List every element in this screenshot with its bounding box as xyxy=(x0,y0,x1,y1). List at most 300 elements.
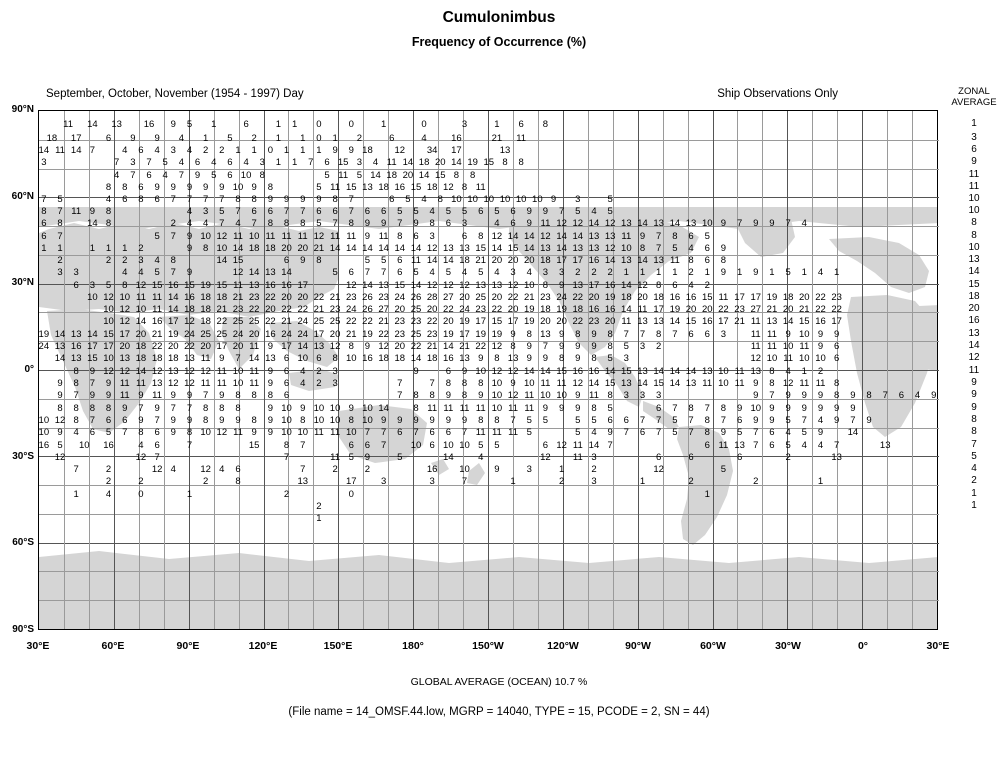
data-cell-value: 12 xyxy=(200,464,211,475)
data-cell-value: 14 xyxy=(70,145,82,156)
data-cell-value: 8 xyxy=(478,231,484,242)
data-cell-value: 23 xyxy=(248,292,260,303)
zonal-average-value: 4 xyxy=(971,463,977,474)
data-cell-value: 9 xyxy=(558,341,565,352)
data-cell-value: 16 xyxy=(588,304,600,315)
data-cell-value: 7 xyxy=(413,427,419,438)
data-cell-value: 14 xyxy=(669,366,681,377)
data-cell-value: 23 xyxy=(394,329,406,340)
data-cell-value: 4 xyxy=(186,145,193,156)
data-cell-value: 13 xyxy=(540,329,551,340)
data-cell-value: 8 xyxy=(105,218,112,229)
data-cell-value: 9 xyxy=(817,329,824,340)
data-cell-value: 4 xyxy=(421,133,427,144)
data-cell-value: 12 xyxy=(556,440,567,451)
data-cell-value: 17 xyxy=(313,329,325,340)
data-cell-value: 0 xyxy=(421,119,427,130)
y-axis-label: 30°S xyxy=(12,450,34,462)
data-cell-value: 5 xyxy=(227,133,233,144)
zonal-average-value: 1 xyxy=(971,488,977,499)
data-cell-value: 9 xyxy=(251,427,257,438)
data-cell-value: 0 xyxy=(348,119,354,130)
data-cell-value: 13 xyxy=(507,353,519,364)
data-cell-value: 14 xyxy=(362,280,373,291)
data-cell-value: 21 xyxy=(766,304,778,315)
data-cell-value: 14 xyxy=(782,316,794,327)
data-cell-value: 13 xyxy=(265,267,276,278)
data-cell-value: 12 xyxy=(572,378,584,389)
data-cell-value: 22 xyxy=(378,329,389,340)
data-cell-value: 10 xyxy=(232,378,244,389)
data-cell-value: 20 xyxy=(167,341,179,352)
data-cell-value: 17 xyxy=(167,316,179,327)
data-cell-value: 12 xyxy=(54,415,66,426)
data-cell-value: 9 xyxy=(380,415,387,426)
data-cell-value: 21 xyxy=(313,304,325,315)
data-cell-value: 14 xyxy=(637,378,648,389)
data-cell-value: 23 xyxy=(232,304,244,315)
data-cell-value: 7 xyxy=(753,427,759,438)
data-cell-value: 14 xyxy=(216,255,228,266)
data-cell-value: 8 xyxy=(656,280,662,291)
data-cell-value: 20 xyxy=(556,316,567,327)
data-cell-value: 7 xyxy=(300,206,306,217)
data-cell-value: 15 xyxy=(87,353,98,364)
data-cell-value: 1 xyxy=(494,119,500,130)
data-cell-value: 5 xyxy=(57,440,63,451)
data-cell-value: 7 xyxy=(542,341,549,352)
data-cell-value: 9 xyxy=(558,403,565,414)
data-cell-value: 8 xyxy=(591,353,597,364)
data-cell-value: 6 xyxy=(672,280,678,291)
data-cell-value: 16 xyxy=(167,280,179,291)
data-cell-value: 5 xyxy=(607,353,613,364)
data-cell-value: 7 xyxy=(397,218,403,229)
data-cell-value: 22 xyxy=(410,341,422,352)
data-cell-value: 6 xyxy=(397,267,403,278)
data-cell-value: 5 xyxy=(575,427,581,438)
data-cell-value: 10 xyxy=(232,366,244,377)
data-cell-value: 7 xyxy=(380,267,387,278)
data-cell-value: 1 xyxy=(291,119,298,130)
zonal-average-value: 15 xyxy=(968,279,980,290)
data-cell-value: 10 xyxy=(281,415,292,426)
data-cell-value: 8 xyxy=(122,182,128,193)
data-cell-value: 14 xyxy=(685,366,697,377)
data-cell-value: 8 xyxy=(510,341,516,352)
data-cell-value: 7 xyxy=(558,206,565,217)
data-cell-value: 12 xyxy=(426,243,438,254)
data-cell-value: 20 xyxy=(200,341,211,352)
data-cell-value: 6 xyxy=(316,206,322,217)
data-cell-value: 9 xyxy=(219,353,225,364)
data-cell-value: 15 xyxy=(653,378,664,389)
data-cell-value: 15 xyxy=(434,170,446,181)
data-cell-value: 18 xyxy=(418,157,430,168)
data-cell-value: 7 xyxy=(688,427,694,438)
data-cell-value: 20 xyxy=(491,292,503,303)
data-cell-value: 10 xyxy=(297,427,309,438)
data-cell-value: 12 xyxy=(313,231,325,242)
data-cell-value: 5 xyxy=(526,427,532,438)
data-cell-value: 6 xyxy=(688,231,694,242)
x-axis-label: 30°E xyxy=(926,640,950,652)
data-cell-value: 16 xyxy=(362,353,373,364)
data-cell-value: 9 xyxy=(445,415,451,426)
data-cell-value: 8 xyxy=(397,231,403,242)
data-cell-value: 24 xyxy=(297,329,309,340)
data-cell-value: 9 xyxy=(720,243,727,254)
data-cell-value: 6 xyxy=(478,206,484,217)
data-cell-value: 8 xyxy=(316,255,322,266)
data-cell-value: 12 xyxy=(604,218,616,229)
data-cell-value: 14 xyxy=(653,366,664,377)
data-cell-value: 12 xyxy=(232,267,244,278)
data-cell-value: 2 xyxy=(316,501,322,512)
data-cell-value: 6 xyxy=(413,231,419,242)
data-cell-value: 7 xyxy=(656,415,662,426)
data-cell-value: 9 xyxy=(267,194,274,205)
data-cell-value: 3 xyxy=(623,390,629,401)
data-cell-value: 8 xyxy=(834,390,840,401)
data-cell-value: 10 xyxy=(701,218,713,229)
data-cell-value: 14 xyxy=(637,255,648,266)
data-cell-value: 6 xyxy=(445,366,451,377)
data-cell-value: 5 xyxy=(575,206,581,217)
data-cell-value: 11 xyxy=(540,218,551,229)
data-cell-value: 11 xyxy=(702,378,713,389)
data-cell-value: 8 xyxy=(73,366,79,377)
data-cell-value: 7 xyxy=(639,415,646,426)
data-cell-value: 18 xyxy=(394,353,406,364)
data-cell-value: 11 xyxy=(589,390,599,401)
data-cell-value: 1 xyxy=(300,133,306,144)
data-cell-value: 25 xyxy=(248,316,260,327)
data-cell-value: 22 xyxy=(362,316,373,327)
data-cell-value: 11 xyxy=(799,378,810,389)
data-cell-value: 14 xyxy=(167,292,179,303)
data-cell-value: 9 xyxy=(558,280,565,291)
data-cell-value: 5 xyxy=(672,415,678,426)
data-cell-value: 11 xyxy=(718,440,729,451)
data-cell-value: 21 xyxy=(313,243,325,254)
data-cell-value: 9 xyxy=(607,427,613,438)
data-cell-value: 10 xyxy=(38,415,50,426)
data-cell-value: 21 xyxy=(232,292,244,303)
data-cell-value: 13 xyxy=(313,341,325,352)
data-cell-value: 10 xyxy=(799,329,810,340)
data-cell-value: 15 xyxy=(248,440,260,451)
data-cell-value: 9 xyxy=(785,329,791,340)
data-cell-value: 15 xyxy=(621,366,632,377)
data-cell-value: 1 xyxy=(380,119,387,130)
data-cell-value: 14 xyxy=(248,353,260,364)
data-cell-value: 6 xyxy=(704,329,710,340)
data-cell-value: 9 xyxy=(364,218,371,229)
data-cell-value: 26 xyxy=(362,292,373,303)
x-axis-label: 30°E xyxy=(26,640,50,652)
data-cell-value: 12 xyxy=(604,243,616,254)
zonal-average-value: 13 xyxy=(968,254,980,265)
data-cell-value: 9 xyxy=(526,353,532,364)
data-cell-value: 15 xyxy=(685,316,697,327)
data-cell-value: 4 xyxy=(162,170,168,181)
data-cell-value: 6 xyxy=(348,267,354,278)
data-cell-value: 14 xyxy=(523,366,535,377)
data-cell-value: 3 xyxy=(73,267,79,278)
data-cell-value: 7 xyxy=(202,194,209,205)
data-cell-value: 7 xyxy=(834,440,840,451)
data-cell-value: 5 xyxy=(591,415,597,426)
data-cell-value: 21 xyxy=(378,316,389,327)
data-cell-value: 5 xyxy=(672,427,678,438)
data-cell-value: 10 xyxy=(523,280,535,291)
data-cell-value: 13 xyxy=(378,280,389,291)
data-cell-value: 4 xyxy=(138,440,144,451)
data-cell-value: 9 xyxy=(57,427,63,438)
data-cell-value: 22 xyxy=(426,316,438,327)
data-cell-value: 7 xyxy=(130,170,136,181)
data-cell-value: 3 xyxy=(526,464,532,475)
data-cell-value: 12 xyxy=(540,231,551,242)
data-cell-value: 14 xyxy=(451,157,462,168)
data-cell-value: 9 xyxy=(801,403,807,414)
data-cell-value: 6 xyxy=(138,182,144,193)
data-cell-value: 15 xyxy=(701,292,713,303)
data-cell-value: 4 xyxy=(114,170,120,181)
data-cell-value: 9 xyxy=(186,415,193,426)
data-cell-value: 7 xyxy=(623,427,629,438)
data-cell-value: 11 xyxy=(411,255,421,266)
data-cell-value: 6 xyxy=(397,427,403,438)
file-info-label: (File name = 14_OMSF.44.low, MGRP = 14040, TYPE = 15, PCODE = 2, SN = 44) xyxy=(288,706,710,718)
data-cell-value: 7 xyxy=(672,403,678,414)
data-cell-value: 24 xyxy=(297,316,309,327)
data-cell-value: 14 xyxy=(669,218,681,229)
data-cell-value: 11 xyxy=(734,366,745,377)
data-cell-value: 3 xyxy=(623,353,629,364)
zonal-average-value: 9 xyxy=(971,156,977,167)
data-cell-value: 19 xyxy=(200,280,211,291)
data-cell-value: 9 xyxy=(130,133,136,144)
zonal-average-value: 18 xyxy=(968,291,980,302)
data-cell-value: 15 xyxy=(337,157,349,168)
data-cell-value: 9 xyxy=(834,415,840,426)
data-cell-value: 11 xyxy=(330,427,341,438)
data-cell-value: 10 xyxy=(483,194,495,205)
data-cell-value: 7 xyxy=(235,206,241,217)
data-cell-value: 13 xyxy=(111,119,122,130)
data-cell-value: 11 xyxy=(200,378,211,389)
data-cell-value: 8 xyxy=(348,218,354,229)
data-cell-value: 1 xyxy=(656,267,662,278)
data-cell-value: 10 xyxy=(119,292,131,303)
data-cell-value: 11 xyxy=(718,292,729,303)
data-cell-value: 8 xyxy=(688,255,694,266)
data-cell-value: 10 xyxy=(815,353,826,364)
data-cell-value: 19 xyxy=(604,292,616,303)
data-cell-value: 20 xyxy=(426,304,438,315)
data-cell-value: 11 xyxy=(249,378,260,389)
data-cell-value: 21 xyxy=(734,316,745,327)
data-cell-value: 5 xyxy=(575,415,581,426)
data-cell-value: 9 xyxy=(186,267,193,278)
data-cell-value: 1 xyxy=(300,145,306,156)
data-cell-value: 12 xyxy=(167,378,179,389)
data-cell-value: 20 xyxy=(434,157,446,168)
data-cell-value: 17 xyxy=(750,292,762,303)
data-cell-value: 10 xyxy=(135,304,147,315)
data-cell-value: 16 xyxy=(701,316,713,327)
data-cell-value: 4 xyxy=(591,206,597,217)
data-cell-value: 7 xyxy=(202,390,209,401)
data-cell-value: 6 xyxy=(461,231,468,242)
data-cell-value: 5 xyxy=(356,170,362,181)
data-cell-value: 18 xyxy=(200,316,211,327)
x-axis-label: 90°W xyxy=(625,640,651,652)
data-cell-value: 7 xyxy=(186,440,193,451)
data-cell-value: 24 xyxy=(38,341,50,352)
zonal-average-value: 10 xyxy=(968,193,980,204)
data-cell-value: 2 xyxy=(170,218,176,229)
data-cell-value: 17 xyxy=(572,255,584,266)
data-cell-value: 9 xyxy=(931,390,937,401)
data-cell-value: 5 xyxy=(478,440,484,451)
data-cell-value: 12 xyxy=(556,218,567,229)
data-cell-value: 8 xyxy=(607,329,613,340)
data-cell-value: 16 xyxy=(281,280,292,291)
data-cell-value: 11 xyxy=(233,280,243,291)
data-cell-value: 8 xyxy=(866,390,872,401)
data-cell-value: 8 xyxy=(235,390,241,401)
data-cell-value: 20 xyxy=(588,292,600,303)
data-cell-value: 13 xyxy=(572,243,584,254)
data-cell-value: 2 xyxy=(688,267,694,278)
y-axis-label: 90°S xyxy=(12,624,34,635)
data-cell-value: 20 xyxy=(248,329,260,340)
data-cell-value: 23 xyxy=(410,316,422,327)
x-axis-label: 120°W xyxy=(547,640,579,652)
data-cell-value: 19 xyxy=(362,329,373,340)
data-cell-value: 7 xyxy=(308,157,314,168)
data-cell-value: 19 xyxy=(523,304,535,315)
data-cell-value: 27 xyxy=(443,292,454,303)
data-cell-value: 8 xyxy=(73,415,79,426)
data-cell-value: 6 xyxy=(364,440,371,451)
data-cell-value: 4 xyxy=(138,267,144,278)
data-cell-value: 11 xyxy=(734,378,745,389)
data-cell-value: 2 xyxy=(57,255,63,266)
data-cell-value: 11 xyxy=(200,353,211,364)
gridline-horizontal xyxy=(39,543,939,544)
data-cell-value: 8 xyxy=(494,415,500,426)
data-cell-value: 16 xyxy=(143,119,155,130)
data-cell-value: 5 xyxy=(607,206,613,217)
data-cell-value: 7 xyxy=(89,378,96,389)
gridline-vertical xyxy=(887,111,888,629)
data-cell-value: 4 xyxy=(429,206,435,217)
data-cell-value: 9 xyxy=(364,341,371,352)
data-cell-value: 3 xyxy=(542,267,549,278)
data-cell-value: 23 xyxy=(588,316,600,327)
data-cell-value: 8 xyxy=(413,390,419,401)
data-cell-value: 22 xyxy=(831,304,842,315)
data-cell-value: 22 xyxy=(184,341,195,352)
data-cell-value: 14 xyxy=(248,267,260,278)
zonal-average-value: 3 xyxy=(971,132,977,143)
data-cell-value: 1 xyxy=(801,366,807,377)
data-cell-value: 13 xyxy=(184,353,195,364)
data-cell-value: 13 xyxy=(572,280,584,291)
data-cell-value: 9 xyxy=(170,427,176,438)
data-cell-value: 19 xyxy=(443,329,454,340)
data-cell-value: 8 xyxy=(769,366,775,377)
data-cell-value: 1 xyxy=(801,267,807,278)
data-cell-value: 10 xyxy=(345,353,357,364)
data-cell-value: 23 xyxy=(734,304,745,315)
data-cell-value: 11 xyxy=(330,452,341,463)
data-cell-value: 19 xyxy=(669,304,681,315)
data-cell-value: 9 xyxy=(753,390,759,401)
data-cell-value: 22 xyxy=(313,292,325,303)
data-cell-value: 1 xyxy=(41,243,47,254)
data-cell-value: 10 xyxy=(451,194,462,205)
data-cell-value: 9 xyxy=(300,403,306,414)
data-cell-value: 8 xyxy=(41,206,47,217)
data-cell-value: 20 xyxy=(232,341,244,352)
data-cell-value: 3 xyxy=(639,341,646,352)
data-cell-value: 9 xyxy=(122,403,128,414)
data-cell-value: 10 xyxy=(240,170,252,181)
data-cell-value: 16 xyxy=(588,255,600,266)
data-cell-value: 12 xyxy=(54,452,66,463)
data-cell-value: 7 xyxy=(882,390,888,401)
data-cell-value: 11 xyxy=(71,206,82,217)
data-cell-value: 11 xyxy=(297,231,308,242)
data-cell-value: 7 xyxy=(154,452,160,463)
data-cell-value: 13 xyxy=(70,329,82,340)
data-cell-value: 21 xyxy=(426,341,438,352)
data-cell-value: 5 xyxy=(316,218,322,229)
data-cell-value: 7 xyxy=(364,267,371,278)
data-cell-value: 13 xyxy=(540,243,551,254)
data-cell-value: 9 xyxy=(186,390,193,401)
data-cell-value: 1 xyxy=(558,464,565,475)
data-cell-value: 17 xyxy=(507,316,519,327)
data-cell-value: 14 xyxy=(443,255,454,266)
data-cell-value: 4 xyxy=(421,194,427,205)
data-cell-value: 7 xyxy=(639,329,646,340)
data-cell-value: 2 xyxy=(356,133,362,144)
data-cell-value: 9 xyxy=(526,206,532,217)
zonal-average-value: 14 xyxy=(968,340,980,351)
data-cell-value: 6 xyxy=(267,206,274,217)
data-cell-value: 12 xyxy=(119,304,131,315)
data-cell-value: 1 xyxy=(186,489,193,500)
data-cell-value: 9 xyxy=(769,415,775,426)
data-cell-value: 23 xyxy=(540,292,551,303)
data-cell-value: 18 xyxy=(621,292,632,303)
data-cell-value: 12 xyxy=(151,366,163,377)
data-cell-value: 22 xyxy=(815,292,826,303)
data-cell-value: 3 xyxy=(57,267,63,278)
data-cell-value: 21 xyxy=(345,329,357,340)
data-cell-value: 7 xyxy=(300,440,306,451)
data-cell-value: 6 xyxy=(389,133,395,144)
data-cell-value: 5 xyxy=(380,255,387,266)
data-cell-value: 2 xyxy=(753,476,759,487)
data-cell-value: 22 xyxy=(572,292,584,303)
